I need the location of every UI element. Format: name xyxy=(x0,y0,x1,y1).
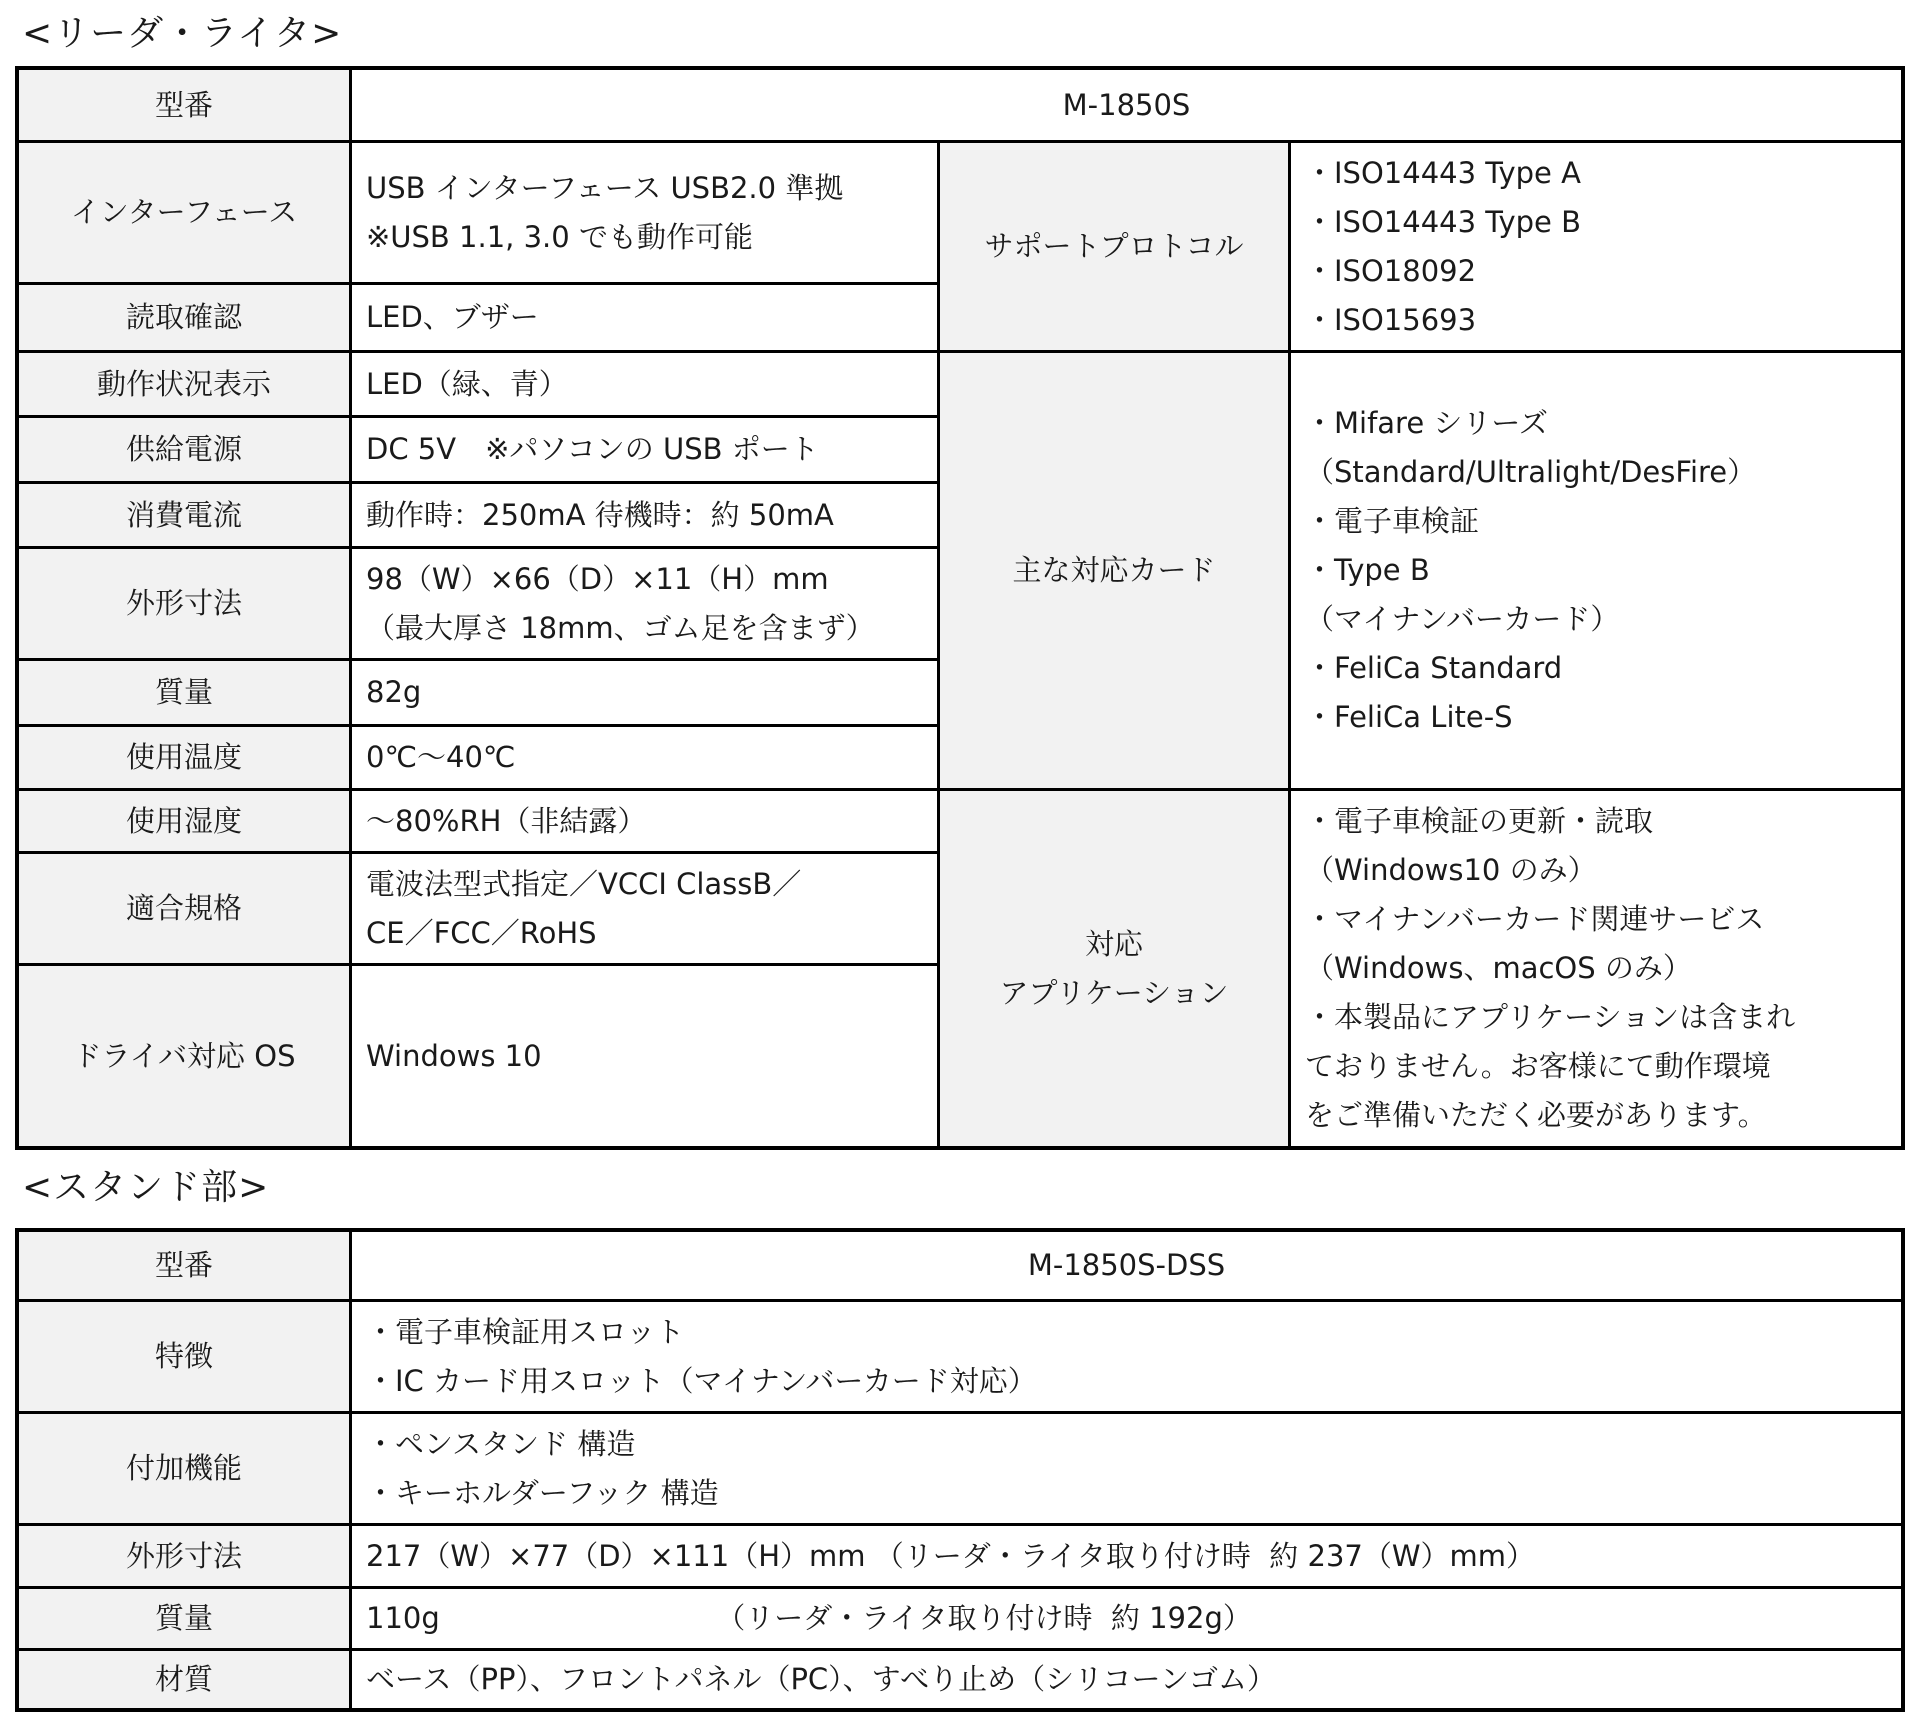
cell-text: Windows 10 xyxy=(366,1038,542,1073)
cell-text: 0℃～40℃ xyxy=(366,740,516,774)
cell-text: サポートプロトコル xyxy=(984,229,1244,263)
cell-text: ・ISO15693 xyxy=(1305,302,1477,337)
cell-text: 217（W）×77（D）×111（H）mm （リーダ・ライタ取り付け時 約 237（W）mm） xyxy=(366,1538,1536,1573)
cell-text: （Standard/Ultralight/DesFire） xyxy=(1305,455,1757,489)
stand-spec-table xyxy=(15,1228,1905,1712)
cell-text: LED、ブザー xyxy=(366,300,539,334)
cell-text: ・ISO14443 Type A xyxy=(1305,155,1581,190)
cell-text: ※USB 1.1, 3.0 でも動作可能 xyxy=(366,219,753,254)
row-current-value xyxy=(352,484,940,549)
row-temperature-value xyxy=(352,727,940,791)
reader-spec-table xyxy=(15,66,1905,1150)
cell-text: ・電子車検証用スロット xyxy=(366,1314,685,1349)
row-driver-os-label xyxy=(19,966,352,1146)
cell-text: ・ペンスタンド 構造 xyxy=(366,1426,636,1461)
cell-text: 使用湿度 xyxy=(125,803,242,838)
cards-label xyxy=(940,353,1291,791)
row-temperature-label xyxy=(19,727,352,791)
stand-model-value xyxy=(352,1232,1901,1302)
cell-text: 動作時：250mA 待機時：約 50mA xyxy=(366,497,834,532)
stand-section-title: <スタンド部> xyxy=(22,1167,270,1208)
stand-features-value xyxy=(352,1302,1901,1414)
cell-text: CE／FCC／RoHS xyxy=(366,915,597,950)
cell-text: ～80%RH（非結露） xyxy=(366,803,647,838)
cell-text: 型番 xyxy=(154,1248,213,1282)
row-standards-value xyxy=(352,854,940,966)
cell-text: ・本製品にアプリケーションは含まれ xyxy=(1305,1000,1796,1034)
cell-text: ・FeliCa Standard xyxy=(1305,651,1563,685)
row-current-label xyxy=(19,484,352,549)
cell-text: 主な対応カード xyxy=(1012,553,1216,587)
cell-text: USB インターフェース USB2.0 準拠 xyxy=(366,170,844,205)
cell-text: アプリケーション xyxy=(999,975,1229,1010)
cell-text: 110g （リーダ・ライタ取り付け時 約 192g） xyxy=(366,1601,1252,1635)
cell-text: 対応 xyxy=(1084,926,1143,961)
applications-label xyxy=(940,791,1291,1146)
stand-weight-label xyxy=(19,1589,352,1651)
applications-value xyxy=(1291,791,1901,1146)
stand-weight-value xyxy=(352,1589,1901,1651)
cell-text: ドライバ対応 OS xyxy=(72,1038,296,1073)
stand-model-label xyxy=(19,1232,352,1302)
cell-text: ・Type B xyxy=(1305,553,1430,587)
row-weight-value xyxy=(352,661,940,727)
cell-text: 材質 xyxy=(154,1662,213,1696)
cell-text: ・ISO18092 xyxy=(1305,253,1477,288)
cell-text: （Windows10 のみ） xyxy=(1305,853,1597,887)
cell-text: 82g xyxy=(366,675,422,709)
cell-text: 外形寸法 xyxy=(125,1538,242,1573)
cell-text: 使用温度 xyxy=(125,740,242,774)
cell-text: 付加機能 xyxy=(125,1451,242,1485)
row-standards-label xyxy=(19,854,352,966)
stand-dimensions-value xyxy=(352,1526,1901,1589)
cell-text: ・FeliCa Lite-S xyxy=(1305,700,1513,734)
stand-extras-label xyxy=(19,1414,352,1526)
reader-model-label xyxy=(19,70,352,143)
stand-dimensions-label xyxy=(19,1526,352,1589)
cell-text: ・ISO14443 Type B xyxy=(1305,204,1581,239)
row-status-label xyxy=(19,353,352,418)
stand-material-label xyxy=(19,1651,352,1708)
cell-text: DC 5V ※パソコンの USB ポート xyxy=(366,432,819,466)
cards-value xyxy=(1291,353,1901,791)
cell-text: インターフェース xyxy=(70,195,298,229)
protocol-value xyxy=(1291,143,1901,353)
cell-text: 動作状況表示 xyxy=(96,366,271,401)
stand-features-label xyxy=(19,1302,352,1414)
cell-text: 特徴 xyxy=(154,1339,213,1373)
stand-material-value xyxy=(352,1651,1901,1708)
cell-text: 質量 xyxy=(154,675,213,709)
row-read-confirm-label xyxy=(19,285,352,353)
cell-text: LED（緑、青） xyxy=(366,366,568,401)
label-text: 型番 xyxy=(154,87,213,122)
value-text: M-1850S xyxy=(1062,87,1191,122)
row-dimensions-value xyxy=(352,549,940,661)
cell-text: （マイナンバーカード） xyxy=(1305,602,1620,636)
cell-text: ・マイナンバーカード関連サービス xyxy=(1305,902,1765,936)
cell-text: （最大厚さ 18mm、ゴム足を含まず） xyxy=(366,610,875,645)
row-interface-value xyxy=(352,143,940,285)
row-read-confirm-value xyxy=(352,285,940,353)
row-power-label xyxy=(19,418,352,484)
cell-text: ・電子車検証の更新・読取 xyxy=(1305,804,1654,838)
cell-text: ・IC カード用スロット（マイナンバーカード対応） xyxy=(366,1363,1037,1398)
reader-section-title: <リーダ・ライタ> xyxy=(22,13,343,54)
cell-text: ておりません。お客様にて動作環境 xyxy=(1305,1049,1771,1083)
cell-text: をご準備いただく必要があります。 xyxy=(1305,1098,1767,1132)
row-status-value xyxy=(352,353,940,418)
cell-text: ・Mifare シリーズ xyxy=(1305,406,1548,440)
row-weight-label xyxy=(19,661,352,727)
cell-text: 98（W）×66（D）×11（H）mm xyxy=(366,561,829,596)
cell-text: ・キーホルダーフック 構造 xyxy=(366,1475,719,1510)
cell-text: M-1850S-DSS xyxy=(1027,1248,1226,1282)
cell-text: 読取確認 xyxy=(125,300,242,334)
cell-text: 供給電源 xyxy=(125,432,242,466)
row-dimensions-label xyxy=(19,549,352,661)
cell-text: （Windows、macOS のみ） xyxy=(1305,951,1692,985)
row-humidity-label xyxy=(19,791,352,854)
stand-extras-value xyxy=(352,1414,1901,1526)
cell-text: 適合規格 xyxy=(125,891,242,925)
row-interface-label xyxy=(19,143,352,285)
cell-text: 消費電流 xyxy=(125,497,242,532)
row-driver-os-value xyxy=(352,966,940,1146)
cell-text: 質量 xyxy=(154,1601,213,1635)
row-humidity-value xyxy=(352,791,940,854)
cell-text: 外形寸法 xyxy=(125,586,242,620)
reader-model-value xyxy=(352,70,1901,143)
cell-text: 電波法型式指定／VCCI ClassB／ xyxy=(366,866,802,901)
row-power-value xyxy=(352,418,940,484)
cell-text: ・電子車検証 xyxy=(1305,504,1480,538)
cell-text: ベース（PP）、フロントパネル（PC）、すべり止め（シリコーンゴム） xyxy=(366,1662,1276,1696)
protocol-label xyxy=(940,143,1291,353)
